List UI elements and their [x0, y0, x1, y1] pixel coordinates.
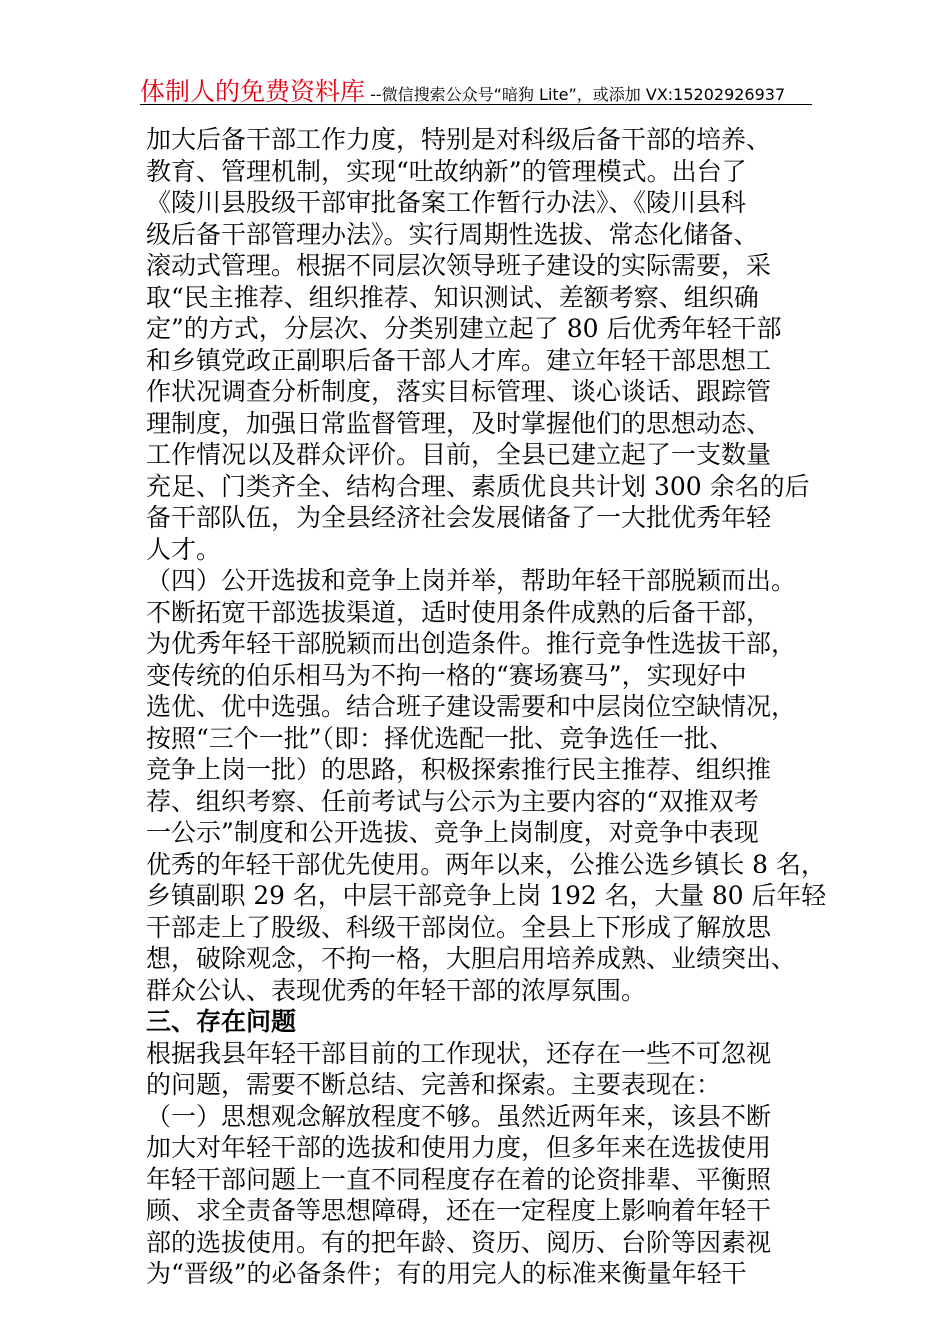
body-text-line: 为“晋级”的必备条件；有的用完人的标准来衡量年轻干 — [146, 1259, 747, 1288]
body-text-line: 年轻干部问题上一直不同程度存在着的论资排辈、平衡照 — [146, 1164, 772, 1194]
body-text-line: 加大后备干部工作力度，特别是对科级后备干部的培养、 — [146, 125, 772, 154]
body-text-line: 不断拓宽干部选拔渠道，适时使用条件成熟的后备干部， — [146, 597, 772, 627]
body-text-line: 根据我县年轻干部目前的工作现状，还存在一些不可忽视 — [146, 1038, 772, 1068]
body-text-line: 作状况调查分析制度，落实目标管理、谈心谈话、跟踪管 — [146, 377, 772, 406]
header-brand-text: 体制人的免费资料库 — [140, 77, 366, 106]
body-text-line: 荐、组织考察、任前考试与公示为主要内容的“双推双考 — [146, 786, 759, 816]
document-header — [140, 72, 812, 106]
body-text-line: 优秀的年轻干部优先使用。两年以来，公推公选乡镇长 8 名， — [146, 849, 826, 879]
body-text-line: 级后备干部管理办法》。实行周期性选拔、常态化储备、 — [146, 219, 759, 249]
body-text-line: 充足、门类齐全、结构合理、素质优良共计划 300 余名的后 — [146, 471, 810, 501]
body-text-line: 教育、管理机制，实现“吐故纳新”的管理模式。出台了 — [146, 156, 747, 186]
body-text-line: 和乡镇党政正副职后备干部人才库。建立年轻干部思想工 — [146, 345, 772, 375]
body-text-line: 一公示”制度和公开选拔、竞争上岗制度，对竞争中表现 — [146, 818, 759, 847]
body-text-line: 备干部队伍，为全县经济社会发展储备了一大批优秀年轻 — [146, 503, 772, 532]
body-text-line: 乡镇副职 29 名，中层干部竞争上岗 192 名，大量 80 后年轻 — [146, 881, 827, 910]
body-text-line: 理制度，加强日常监督管理，及时掌握他们的思想动态、 — [146, 408, 772, 438]
document-body — [146, 124, 826, 1290]
body-text-line: 工作情况以及群众评价。目前，全县已建立起了一支数量 — [146, 440, 772, 469]
body-text-line: 部的选拔使用。有的把年龄、资历、阅历、台阶等因素视 — [146, 1227, 772, 1257]
body-text-line: 竞争上岗一批）的思路，积极探索推行民主推荐、组织推 — [146, 755, 772, 784]
body-text-line: 选优、优中选强。结合班子建设需要和中层岗位空缺情况， — [146, 692, 797, 721]
body-text-line: 想，破除观念，不拘一格，大胆启用培养成熟、业绩突出、 — [146, 944, 797, 973]
body-text-line: 顾、求全责备等思想障碍，还在一定程度上影响着年轻干 — [146, 1196, 772, 1225]
body-text-line: 群众公认、表现优秀的年轻干部的浓厚氛围。 — [146, 975, 647, 1005]
body-text-line: （四）公开选拔和竞争上岗并举，帮助年轻干部脱颖而出。 — [146, 566, 797, 595]
body-text-line: 干部走上了股级、科级干部岗位。全县上下形成了解放思 — [146, 912, 772, 942]
body-text-line: 《陵川县股级干部审批备案工作暂行办法》、《陵川县科 — [146, 188, 747, 217]
section-heading: 三、存在问题 — [146, 1007, 297, 1036]
body-text-line: 滚动式管理。根据不同层次领导班子建设的实际需要，采 — [146, 251, 772, 280]
body-text-line: 取“民主推荐、组织推荐、知识测试、差额考察、组织确 — [146, 282, 759, 312]
body-text-line: 按照“三个一批”（即：择优选配一批、竞争选任一批、 — [146, 723, 735, 753]
header-divider — [140, 104, 812, 105]
body-text-line: 的问题，需要不断总结、完善和探索。主要表现在： — [146, 1070, 722, 1099]
body-text-line: 加大对年轻干部的选拔和使用力度，但多年来在选拔使用 — [146, 1133, 772, 1162]
body-text-line: 人才。 — [146, 534, 222, 564]
body-text-line: 变传统的伯乐相马为不拘一格的“赛场赛马”，实现好中 — [146, 660, 747, 690]
body-text-line: 为优秀年轻干部脱颖而出创造条件。推行竞争性选拔干部， — [146, 629, 797, 658]
body-text-line: 定”的方式，分层次、分类别建立起了 80 后优秀年轻干部 — [146, 314, 782, 343]
body-text-line: （一）思想观念解放程度不够。虽然近两年来，该县不断 — [146, 1101, 772, 1131]
header-contact-text: --微信搜索公众号“暗狗 Lite”，或添加 VX:15202926937 — [365, 85, 786, 104]
